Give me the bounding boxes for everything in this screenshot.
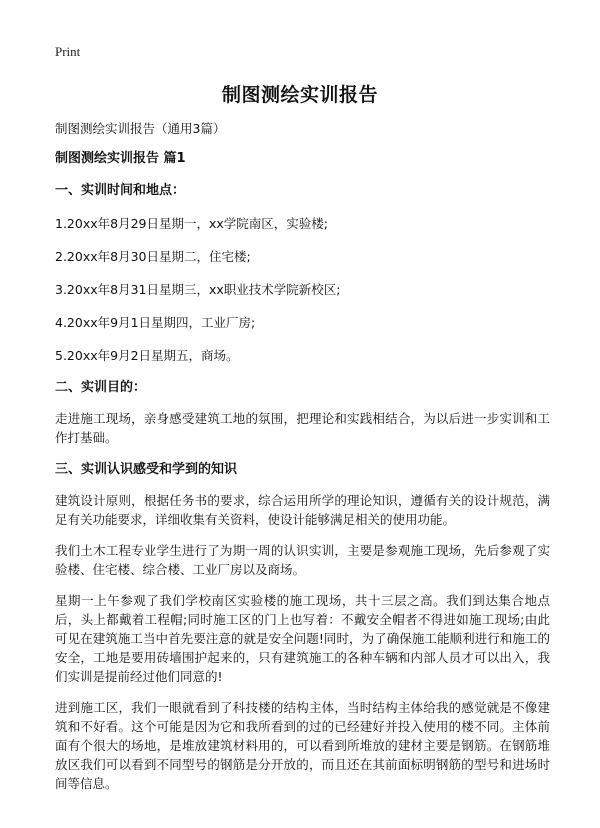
schedule-item: 1.20xx年8月29日星期一，xx学院南区，实验楼; bbox=[55, 216, 328, 231]
body-paragraph: 我们土木工程专业学生进行了为期一周的认识实训，主要是参观施工现场，先后参观了实验楼、住宅楼、综合楼、工业厂房以及商场。 bbox=[55, 543, 550, 577]
schedule-item: 3.20xx年8月31日星期三，xx职业技术学院新校区; bbox=[55, 282, 341, 297]
body-paragraph: 星期一上午参观了我们学校南区实验楼的施工现场，共十三层之高。我们到达集合地点后，头上都戴着工程帽;同时施工区的门上也写着：不戴安全帽者不得进如施工现场;由此可见在建筑施工当中首先要注意的就是安全问题!同时，为了确保施工能顺利进行和施工的安全，工地是要用砖墙围护起来的，只有建筑施工的各种车辆和内部人员才可以出入，我们实训是提前经过他们同意的! bbox=[55, 593, 550, 684]
section-heading-time-place: 一、实训时间和地点： bbox=[55, 183, 186, 198]
body-paragraph: 进到施工区，我们一眼就看到了科技楼的结构主体，当时结构主体给我的感觉就是不像建筑和不好看。这个可能是因为它和我所看到的过的已经建好并投入使用的楼不同。主体前面有个很大的场地，是堆放建筑材料用的，可以看到所堆放的建材主要是钢筋。在钢筋堆放区我们可以看到不同型号的钢筋是分开放的，而且还在其前面标明钢筋的型号和进场时间等信息。 bbox=[55, 700, 550, 791]
document-subtitle: 制图测绘实训报告（通用3篇） bbox=[55, 121, 226, 136]
print-link[interactable]: Print bbox=[55, 44, 81, 59]
purpose-paragraph: 走进施工现场，亲身感受建筑工地的氛围，把理论和实践相结合，为以后进一步实训和工作打基础。 bbox=[55, 411, 550, 445]
article-heading: 制图测绘实训报告 篇1 bbox=[55, 151, 186, 166]
page-title: 制图测绘实训报告 bbox=[221, 84, 378, 106]
document-body bbox=[55, 120, 550, 793]
schedule-item: 4.20xx年9月1日星期四，工业厂房; bbox=[55, 315, 256, 330]
schedule-item: 5.20xx年9月2日星期五，商场。 bbox=[55, 348, 239, 363]
schedule-item: 2.20xx年8月30日星期二，住宅楼; bbox=[55, 249, 251, 264]
body-paragraph: 建筑设计原则，根据任务书的要求，综合运用所学的理论知识，遵循有关的设计规范，满足有关功能要求，详细收集有关资料，使设计能够满足相关的使用功能。 bbox=[55, 493, 550, 527]
section-heading-purpose: 二、实训目的： bbox=[55, 380, 147, 395]
section-heading-knowledge: 三、实训认识感受和学到的知识 bbox=[55, 462, 238, 477]
